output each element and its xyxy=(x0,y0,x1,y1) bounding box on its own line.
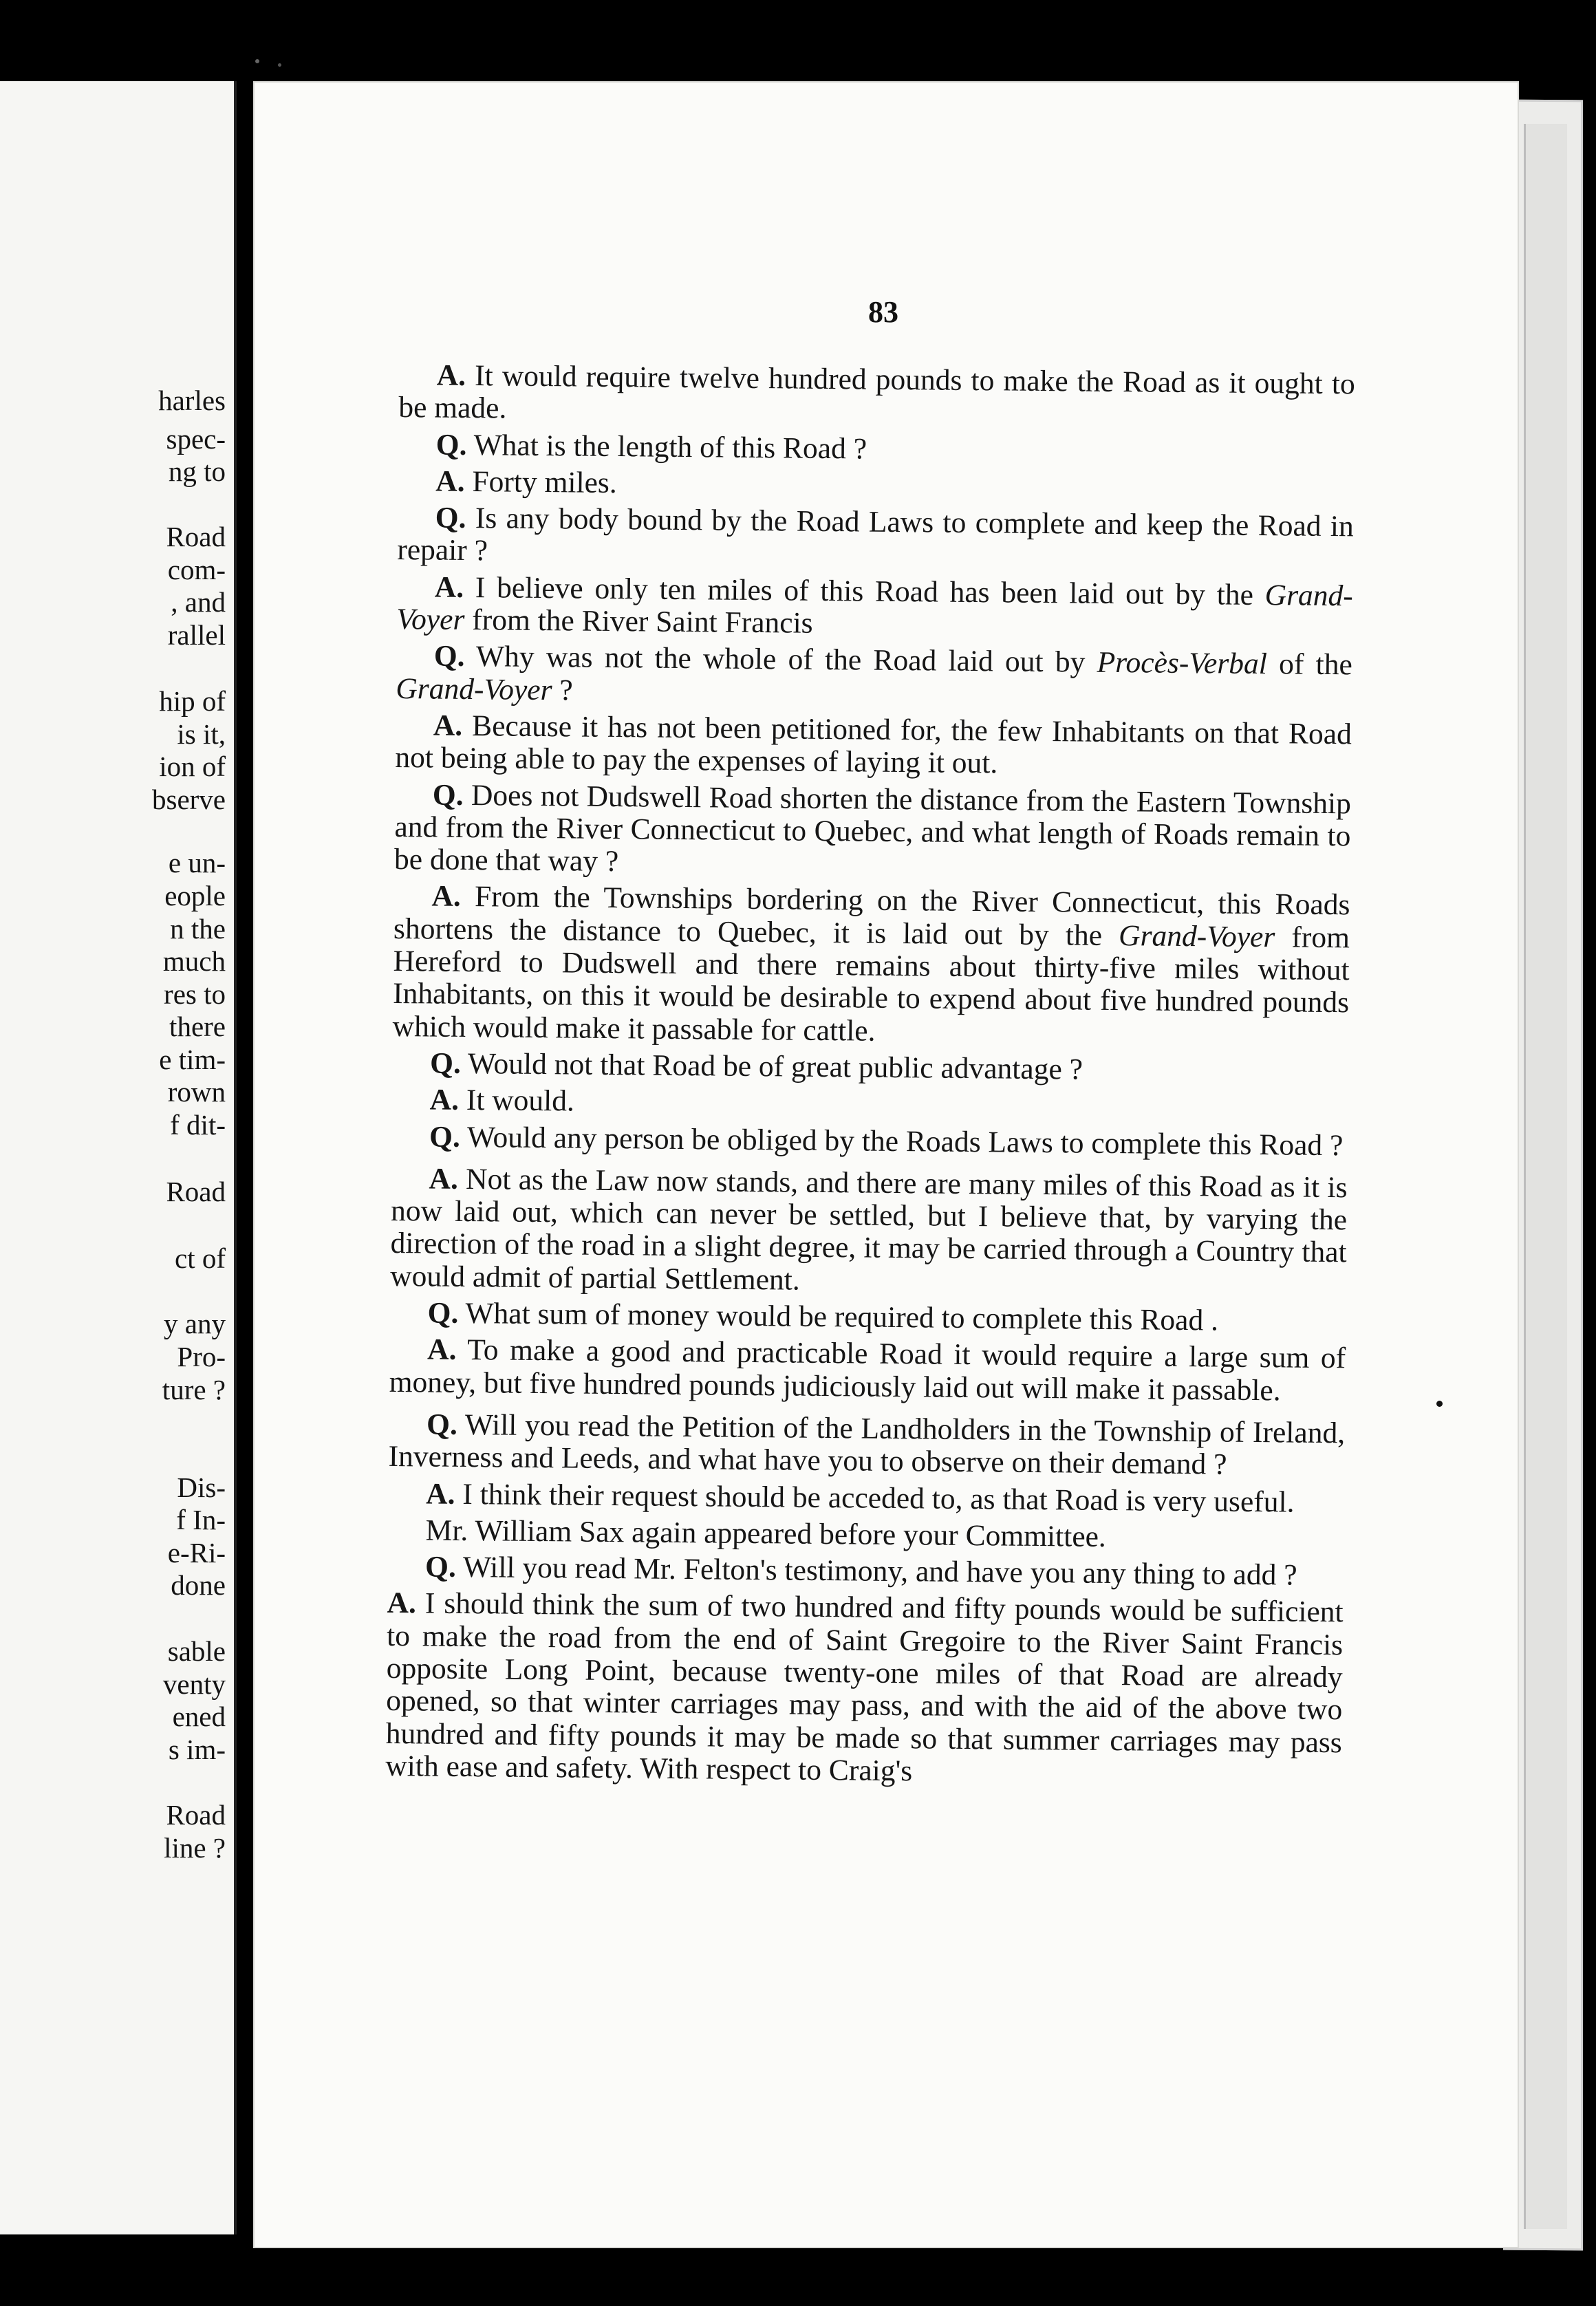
question-label: Q. xyxy=(429,1120,461,1154)
left-page-fragment: f dit- xyxy=(170,1109,226,1141)
left-page-fragment: line ? xyxy=(164,1832,226,1864)
answer-paragraph xyxy=(398,465,1354,507)
paragraph-text: ? xyxy=(552,673,573,707)
left-page-fragment: sable xyxy=(167,1635,226,1667)
answer-label: A. xyxy=(433,709,463,742)
answer-paragraph xyxy=(385,1587,1344,1791)
left-page-fragment: Road xyxy=(166,1176,226,1207)
paragraph-text: I should think the sum of two hundred and fifty pounds would be sufficient to make the road from the end of Saint Gregoire to the River Saint Francis opposite Long Point, because twenty-one miles of that Road are already opened, so that winter carriages may pass, and with the aid of the above two hundred and fifty pounds it may be made so that summer carriages may pass with ease and safety. With respect to Craig's xyxy=(385,1586,1344,1788)
left-page-fragment: res to xyxy=(164,978,226,1010)
paragraph-text: from the River Saint Francis xyxy=(464,603,813,640)
left-page-fragment: y any xyxy=(164,1308,226,1339)
paragraph-text: What sum of money would be required to complete this Road . xyxy=(465,1297,1219,1337)
question-paragraph xyxy=(389,1297,1346,1339)
question-paragraph xyxy=(396,640,1352,714)
left-page-fragment: spec- xyxy=(166,423,226,455)
paragraph-text: from Hereford to Dudswell and there remains about thirty-five miles without Inhabitants, on this it would be desirable to expend about five hundred pounds which would make it passable for cattle. xyxy=(392,920,1350,1048)
left-page-fragment: com- xyxy=(167,554,226,585)
left-page-fragment: Road xyxy=(166,1799,226,1831)
answer-label: A. xyxy=(434,570,464,604)
answer-label: A. xyxy=(425,1476,455,1511)
paragraph-text: Mr. William Sax again appeared before your Committee. xyxy=(425,1513,1107,1553)
paragraph-text: It would require twelve hundred pounds to make the Road as it ought to be made. xyxy=(398,359,1355,425)
left-page-fragment: ng to xyxy=(168,455,226,487)
italic-term: Grand-Voyer xyxy=(1118,918,1275,954)
question-paragraph xyxy=(397,502,1354,576)
left-page-fragment: ture ? xyxy=(162,1374,226,1405)
answer-label: A. xyxy=(427,1333,457,1367)
answer-label: A. xyxy=(429,1162,459,1196)
left-page-fragment: much xyxy=(162,945,226,977)
left-page-fragment: n the xyxy=(170,913,226,945)
question-paragraph xyxy=(392,1047,1348,1089)
left-page-fragment: rallel xyxy=(167,619,226,651)
left-page-fragment: ion of xyxy=(159,751,226,782)
binding-mark xyxy=(278,63,281,67)
answer-paragraph xyxy=(390,1163,1348,1302)
paragraph-text: Forty miles. xyxy=(472,464,617,499)
statement-paragraph xyxy=(387,1514,1344,1556)
answer-paragraph xyxy=(392,880,1350,1052)
question-label: Q. xyxy=(433,639,465,674)
paragraph-text: What is the length of this Road ? xyxy=(473,428,867,466)
paragraph-text: Will you read Mr. Felton's testimony, and have you any thing to add ? xyxy=(462,1551,1297,1592)
ink-dot xyxy=(1436,1401,1443,1407)
left-page-fragment: Road xyxy=(166,521,226,552)
left-page-fragment: s im- xyxy=(168,1734,226,1765)
left-page-fragment: e un- xyxy=(168,847,226,879)
left-page-fragment: venty xyxy=(162,1668,226,1700)
question-paragraph xyxy=(398,429,1355,471)
left-page-fragment: Dis- xyxy=(177,1472,226,1503)
paragraph-text: I believe only ten miles of this Road has been laid out by the xyxy=(475,570,1265,612)
question-label: Q. xyxy=(427,1296,459,1330)
question-label: Q. xyxy=(424,1550,457,1584)
binding-mark xyxy=(255,59,259,63)
answer-paragraph xyxy=(398,359,1355,433)
paragraph-text: I think their request should be acceded to, as that Road is very useful. xyxy=(462,1477,1295,1519)
page-edge xyxy=(1524,124,1567,2229)
left-page-fragment: Pro- xyxy=(177,1341,226,1372)
answer-label: A. xyxy=(431,879,462,914)
left-page-fragment: e-Ri- xyxy=(167,1537,226,1569)
answer-label: A. xyxy=(435,464,465,498)
question-label: Q. xyxy=(435,428,467,462)
answer-label: A. xyxy=(387,1586,417,1620)
paragraph-text: It would. xyxy=(466,1084,575,1118)
answer-paragraph xyxy=(396,571,1353,645)
paragraph-text: Would not that Road be of great public advantage ? xyxy=(467,1046,1083,1086)
question-paragraph xyxy=(394,779,1351,885)
left-page-fragment: is it, xyxy=(177,718,226,750)
paragraph-text: Because it has not been petitioned for, the few Inhabitants on that Road not being able to pay the expenses of laying it out. xyxy=(395,709,1352,780)
paragraph-text: Is any body bound by the Road Laws to complete and keep the Road in repair ? xyxy=(397,502,1354,568)
answer-label: A. xyxy=(429,1083,460,1117)
question-label: Q. xyxy=(426,1408,458,1441)
left-page-fragment: hip of xyxy=(159,685,226,717)
paragraph-text: Why was not the whole of the Road laid out by xyxy=(475,640,1097,680)
italic-term: Grand-Voyer xyxy=(396,671,552,707)
left-page-fragment: bserve xyxy=(151,784,226,815)
answer-paragraph xyxy=(395,709,1352,784)
left-facing-page xyxy=(0,81,237,2234)
page-number: 83 xyxy=(868,295,898,329)
left-page-fragment: e tim- xyxy=(159,1044,226,1075)
answer-paragraph xyxy=(391,1084,1348,1125)
question-paragraph xyxy=(387,1551,1344,1593)
question-label: Q. xyxy=(429,1046,462,1080)
left-page-fragment: harles xyxy=(158,385,226,416)
paragraph-text: Does not Dudswell Road shorten the distance from the Eastern Township and from the River Connecticut to Quebec, and what length of Roads remain to be done that way ? xyxy=(393,778,1352,879)
paragraph-text: Would any person be obliged by the Roads Laws to complete this Road ? xyxy=(466,1120,1344,1162)
left-page-fragment: ened xyxy=(172,1701,226,1732)
paragraph-text: of the xyxy=(1266,647,1353,682)
left-page-fragment: there xyxy=(169,1011,226,1042)
left-page-fragment: eople xyxy=(164,880,226,912)
page-body-text xyxy=(385,359,1355,1796)
left-page-fragment: f In- xyxy=(176,1504,226,1535)
question-paragraph xyxy=(391,1120,1348,1162)
question-label: Q. xyxy=(432,778,464,812)
paragraph-text: From the Townships bordering on the River Connecticut, this Roads shortens the distance to Quebec, it is laid out by the xyxy=(393,880,1350,952)
left-page-fragment: done xyxy=(171,1569,226,1601)
paragraph-text: Not as the Law now stands, and there are many miles of this Road as it is now laid out, which can never be settled, but I believe that, by varying the direction of the road in a slight degree, it may be carried through a Country that would admit of partial Settlement. xyxy=(389,1162,1348,1297)
question-paragraph xyxy=(388,1408,1345,1483)
left-page-fragment: rown xyxy=(167,1076,226,1108)
answer-paragraph xyxy=(388,1477,1344,1519)
left-page-fragment: , and xyxy=(171,586,226,618)
answer-label: A. xyxy=(436,358,466,392)
paragraph-text: Will you read the Petition of the Landholders in the Township of Ireland, Inverness and Leeds, and what have you to observe on their demand ? xyxy=(388,1408,1346,1481)
italic-term: Procès-Verbal xyxy=(1097,646,1268,681)
paragraph-text: To make a good and practicable Road it would require a large sum of money, but five hundred pounds judiciously laid out will make it passable. xyxy=(389,1333,1346,1407)
question-label: Q. xyxy=(435,501,466,535)
answer-paragraph xyxy=(389,1333,1346,1408)
left-page-fragment: ct of xyxy=(175,1242,226,1274)
italic-term: Grand-Voyer xyxy=(396,578,1353,637)
